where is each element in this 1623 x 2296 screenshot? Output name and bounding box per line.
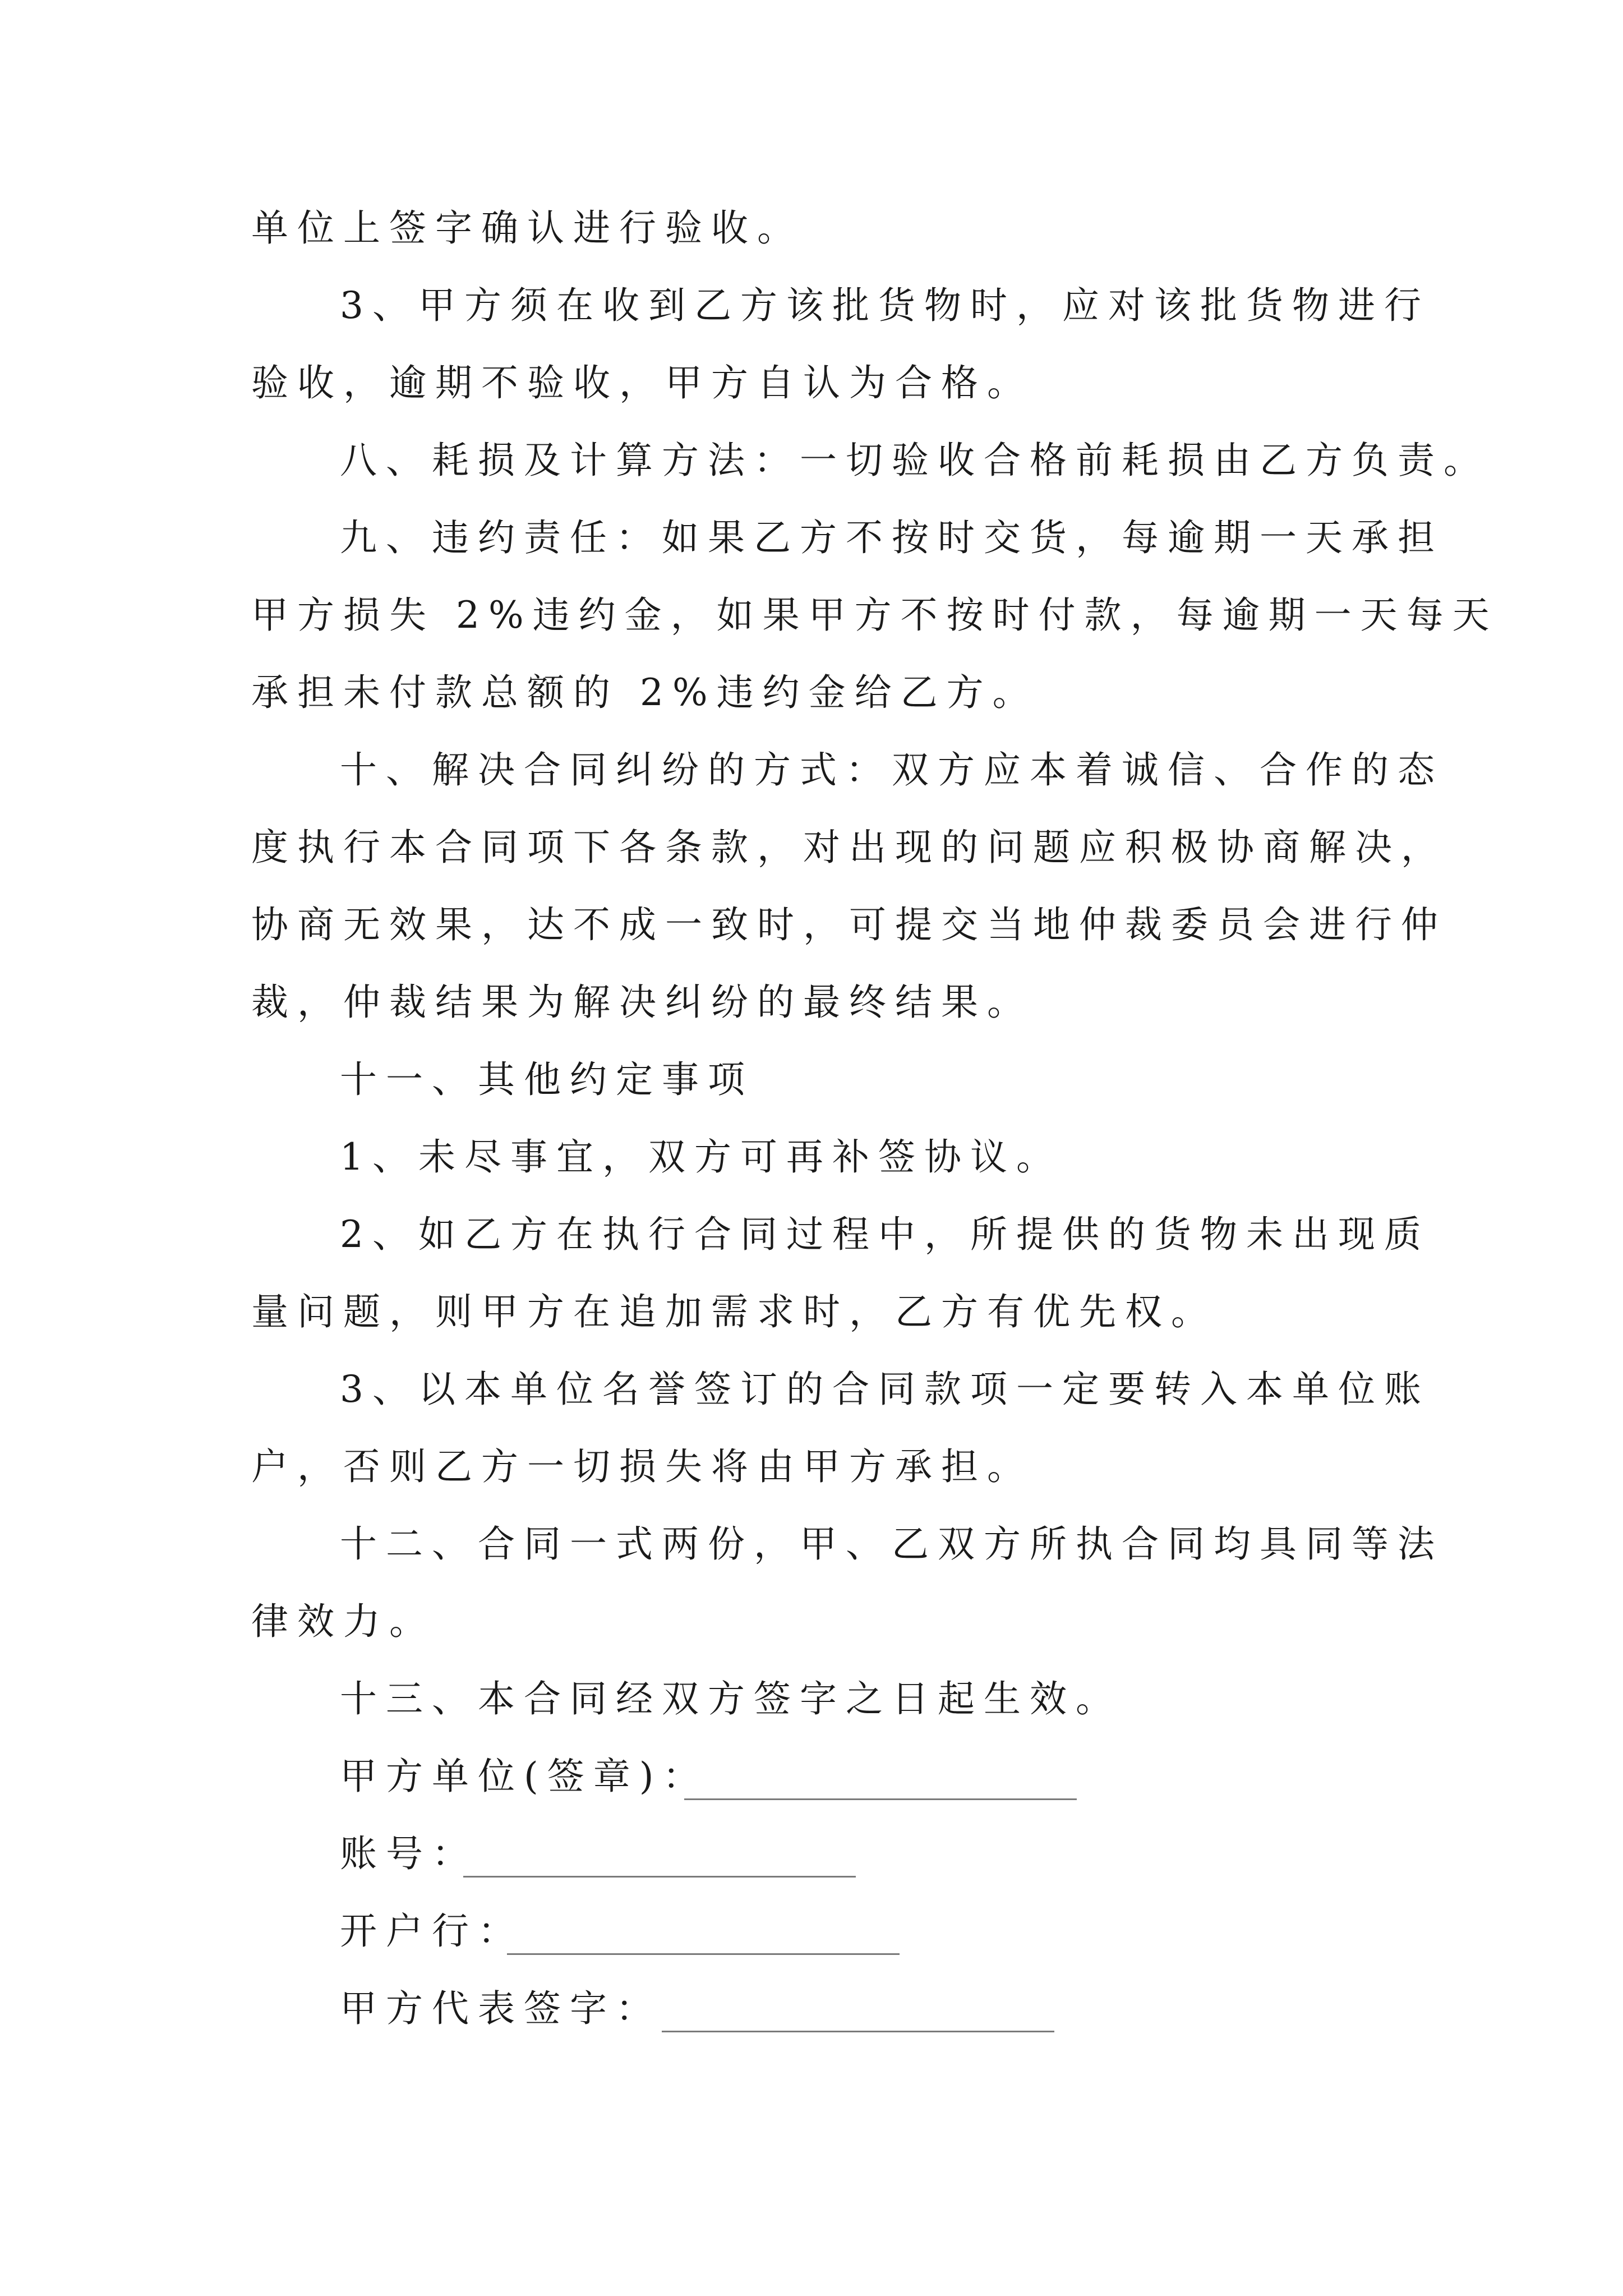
party-a-rep-blank[interactable] <box>662 2031 1054 2032</box>
text-line: 律效力。 <box>251 1600 435 1643</box>
text-line: 十二、合同一式两份，甲、乙双方所执合同均具同等法 <box>340 1522 1444 1566</box>
party-a-unit-label: 甲方单位(签章)： <box>340 1755 709 1798</box>
text-line: 度执行本合同项下各条款，对出现的问题应积极协商解决， <box>251 826 1447 869</box>
account-label: 账号： <box>340 1832 478 1875</box>
text-line: 八、耗损及计算方法：一切验收合格前耗损由乙方负责。 <box>340 439 1490 482</box>
text-line: 单位上签字确认进行验收。 <box>251 206 803 250</box>
party-a-unit-blank[interactable] <box>684 1798 1077 1800</box>
text-line: 协商无效果，达不成一致时，可提交当地仲裁委员会进行仲 <box>251 903 1447 946</box>
text-line: 户，否则乙方一切损失将由甲方承担。 <box>251 1445 1033 1488</box>
text-line: 3、以本单位名誉签订的合同款项一定要转入本单位账 <box>340 1368 1430 1411</box>
account-blank[interactable] <box>463 1876 856 1878</box>
bank-label: 开户行： <box>340 1910 524 1953</box>
text-line: 甲方损失 2%违约金，如果甲方不按时付款，每逾期一天每天 <box>251 593 1498 637</box>
party-a-rep-label: 甲方代表签字： <box>340 1987 662 2030</box>
text-line: 验收，逾期不验收，甲方自认为合格。 <box>251 361 1033 404</box>
text-line: 裁，仲裁结果为解决纠纷的最终结果。 <box>251 981 1033 1024</box>
text-line: 1、未尽事宜，双方可再补签协议。 <box>340 1135 1062 1179</box>
text-line: 量问题，则甲方在追加需求时，乙方有优先权。 <box>251 1290 1217 1333</box>
text-line: 九、违约责任：如果乙方不按时交货，每逾期一天承担 <box>340 516 1444 559</box>
text-line: 2、如乙方在执行合同过程中，所提供的货物未出现质 <box>340 1213 1430 1256</box>
bank-blank[interactable] <box>507 1953 900 1955</box>
text-line: 承担未付款总额的 2%违约金给乙方。 <box>251 671 1039 714</box>
text-line: 十三、本合同经双方签字之日起生效。 <box>340 1677 1122 1720</box>
text-line: 十、解决合同纠纷的方式：双方应本着诚信、合作的态 <box>340 748 1444 792</box>
text-line: 3、甲方须在收到乙方该批货物时，应对该批货物进行 <box>340 284 1430 327</box>
section-heading: 十一、其他约定事项 <box>340 1058 754 1101</box>
